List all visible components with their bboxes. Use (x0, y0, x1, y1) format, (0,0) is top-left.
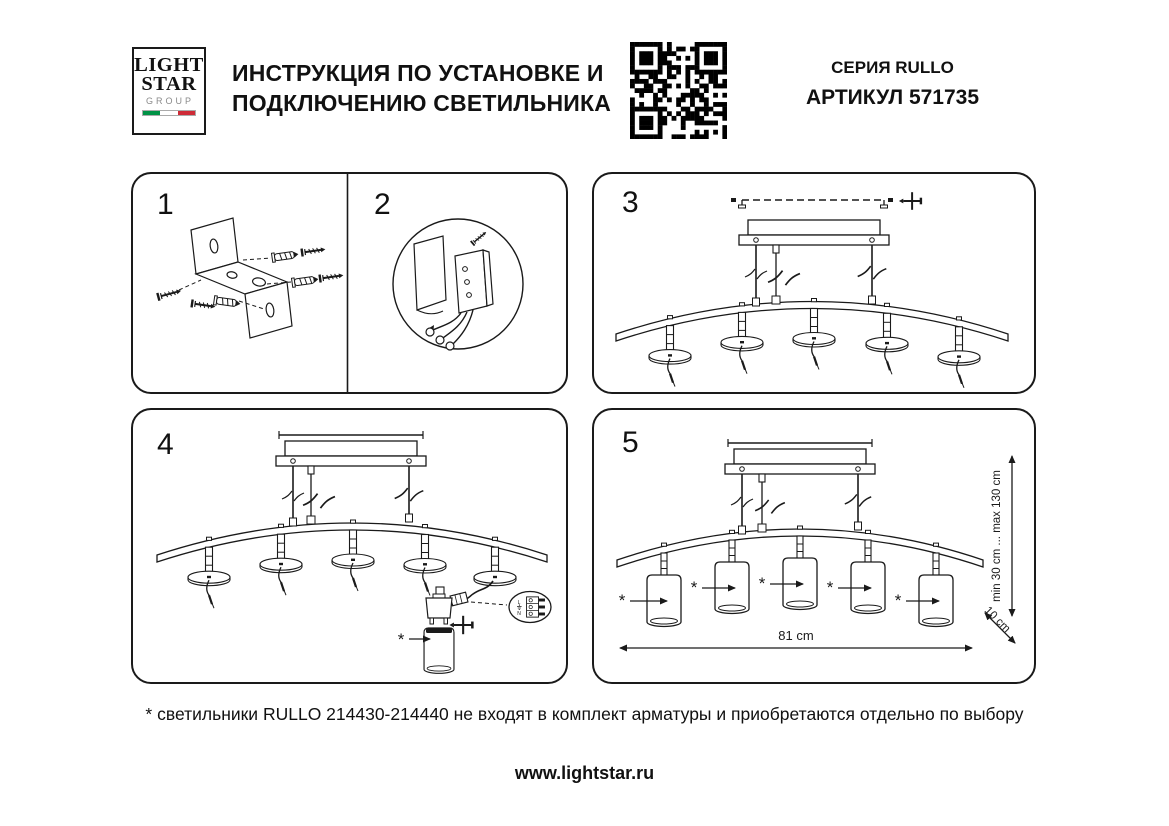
series-label: СЕРИЯ RULLO (831, 58, 954, 77)
italy-flag-icon (142, 110, 196, 116)
step-number-4: 4 (157, 428, 174, 461)
screw-icon (157, 287, 182, 301)
step1-2-diagram (133, 174, 566, 392)
svg-text:*: * (690, 578, 698, 597)
wall-plug-icon (271, 250, 299, 263)
step-number-2: 2 (374, 188, 391, 221)
svg-text:*: * (826, 578, 834, 597)
lamp-holder (404, 535, 446, 574)
wall-plug-icon (291, 275, 319, 288)
ceiling-bracket (728, 439, 872, 447)
spot-lamp-assembly (424, 581, 507, 673)
canopy (739, 220, 889, 245)
width-dimension-label: 81 cm (778, 628, 814, 643)
terminal-n-label: N (517, 611, 521, 617)
website: www.lightstar.ru (514, 763, 655, 783)
step3-diagram (594, 174, 1034, 392)
screw-icon (302, 245, 326, 256)
svg-text:*: * (894, 591, 902, 610)
suspension-rods (293, 466, 409, 518)
screw-icon (899, 192, 921, 210)
terminal-detail (509, 592, 551, 623)
lamp-holder (793, 309, 835, 348)
lamp-holder (649, 326, 691, 365)
wiring-detail-drawing (393, 219, 523, 350)
step-number-5: 5 (622, 426, 639, 459)
screw-icon (320, 271, 344, 282)
svg-text:*: * (618, 591, 626, 610)
lamp-holder (474, 547, 516, 586)
panel-step-4 (131, 408, 568, 684)
step-number-1: 1 (157, 188, 174, 221)
terminal-l-label: L (517, 600, 521, 606)
logo-text: LIGHT (134, 54, 204, 76)
lamp-holder (188, 547, 230, 586)
panel-step-3 (592, 172, 1036, 394)
lamp-holder (260, 534, 302, 573)
step5-diagram (594, 410, 1034, 682)
wall-plug-icon (213, 296, 241, 309)
depth-dimension-label: 10 cm (981, 604, 1013, 636)
step-number-3: 3 (622, 186, 639, 219)
step4-diagram (133, 410, 566, 682)
lamp-holder (938, 327, 980, 366)
page-title: ИНСТРУКЦИЯ ПО УСТАНОВКЕ И ПОДКЛЮЧЕНИЮ СВЕТИЛЬНИКА (232, 60, 612, 116)
lamp-holder (332, 530, 374, 569)
ceiling-bracket (279, 431, 423, 439)
footnote: * светильники RULLO 214430-214440 не входят в комплект арматуры и приобретаются отдельно по выбору (145, 704, 1024, 724)
asterisk-marker: * (397, 630, 405, 649)
panel-steps-1-2 (131, 172, 568, 394)
suspension-rods (756, 245, 872, 300)
lamp-holder (721, 312, 763, 351)
article-label: АРТИКУЛ 571735 (805, 86, 980, 109)
screw-icon (192, 300, 216, 311)
canopy (276, 441, 426, 466)
panel-step-5 (592, 408, 1036, 684)
canopy (725, 449, 875, 474)
ceiling-bracket (731, 198, 893, 208)
height-dimension-label: min 30 cm ... max 130 cm (991, 470, 1003, 602)
lamp-holder (866, 313, 908, 352)
svg-text:*: * (758, 574, 766, 593)
lightstar-logo: LIGHT STAR GROUP (132, 47, 206, 135)
qr-code-icon (630, 42, 727, 139)
suspension-rods (742, 474, 858, 526)
mounting-bracket-drawing (191, 218, 292, 338)
